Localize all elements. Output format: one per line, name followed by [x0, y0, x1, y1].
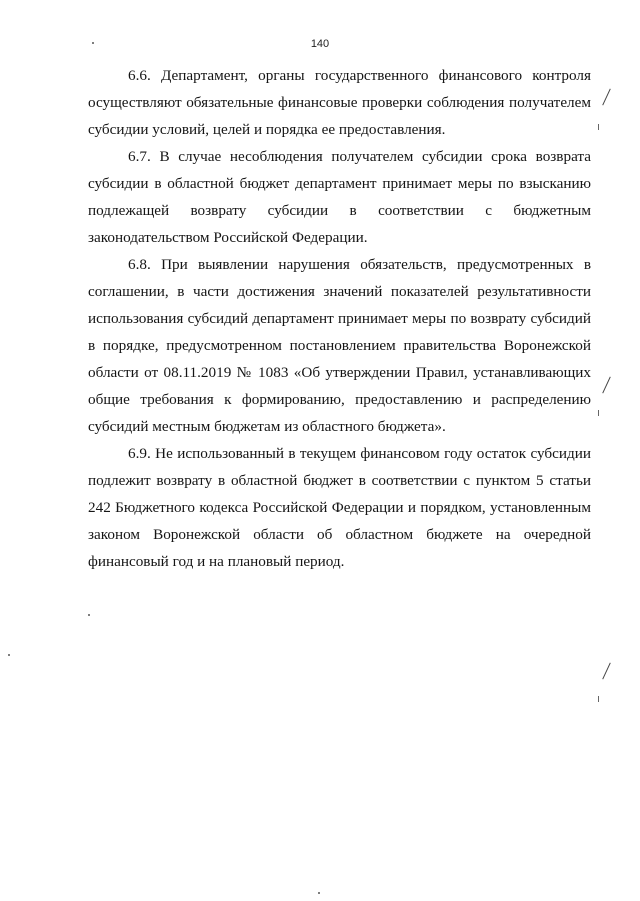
paragraph-6-7: 6.7. В случае несоблюдения получателем субсидии срока возврата субсидии в областной бюджет департамент принимает меры по взысканию подлежащей возврату субсидии в соответствии с бюджетным законодательством Российской Федерации.	[88, 148, 591, 246]
paragraph-6-9: 6.9. Не использованный в текущем финансовом году остаток субсидии подлежит возврату в областной бюджет в соответствии с пунктом 5 статьи 242 Бюджетного кодекса Российской Федерации и порядком, установленным законом Воронежской области об областном бюджете на очередной финансовый год и на плановый период.	[88, 445, 591, 570]
margin-tick	[598, 696, 599, 702]
margin-mark	[602, 377, 611, 394]
margin-mark	[602, 89, 611, 106]
margin-tick	[598, 410, 599, 416]
page-number: 140	[310, 38, 330, 50]
scan-dot	[88, 614, 90, 616]
document-body	[88, 62, 591, 575]
scan-dot	[8, 654, 10, 656]
scan-dot	[92, 42, 94, 44]
margin-mark	[602, 663, 611, 680]
paragraph-6-6: 6.6. Департамент, органы государственного финансового контроля осуществляют обязательные финансовые проверки соблюдения получателем субсидии условий, целей и порядка ее предоставления.	[88, 67, 591, 138]
margin-tick	[598, 124, 599, 130]
paragraph-6-8: 6.8. При выявлении нарушения обязательств, предусмотренных в соглашении, в части достижения значений показателей результативности использования субсидий департамент принимает меры по возврату субсидий в порядке, предусмотренном постановлением правительства Воронежской области от 08.11.2019 № 1083 «Об утверждении Правил, устанавливающих общие требования к формированию, предоставлению и распределению субсидий местным бюджетам из областного бюджета».	[88, 256, 591, 435]
scan-dot	[318, 892, 320, 894]
